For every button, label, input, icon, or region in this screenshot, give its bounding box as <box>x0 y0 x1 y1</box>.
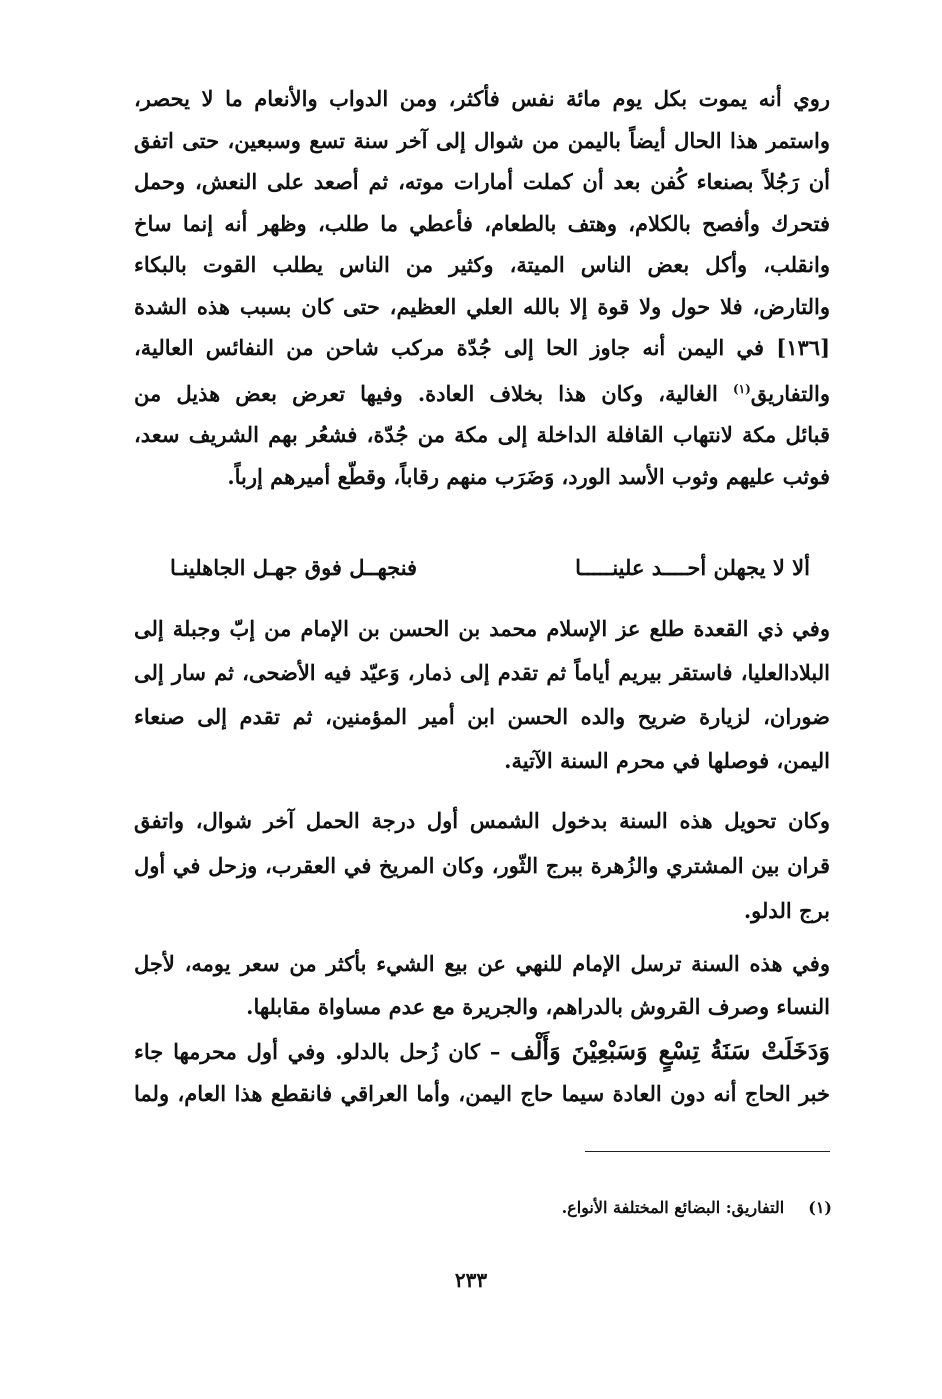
text-line-rest: – كان زُحل بالدلو. وفي أول محرمها جاء <box>134 1039 501 1064</box>
page-number: ٢٣٣ <box>454 1268 488 1292</box>
text-line: [١٣٦] في اليمن أنه جاوز الحا إلى جُدّة مركب شاحن من النفائس العالية، <box>134 335 830 360</box>
text-line: اليمن، فوصلها في محرم السنة الآتية. <box>504 748 830 773</box>
paragraph-4 <box>134 942 830 1028</box>
paragraph-5 <box>134 1030 830 1115</box>
poetry-verse <box>170 548 810 588</box>
text-line: برج الدلو. <box>743 898 830 923</box>
footnote-text: التفاريق: البضائع المختلفة الأنواع. <box>561 1198 785 1217</box>
footnote-divider <box>585 1151 830 1152</box>
text-line: خبر الحاج أنه دون العادة سيما حاج اليمن، وأما العراقي فانقطع هذا العام، ولما <box>134 1081 830 1106</box>
footnoted-word: والتفاريق <box>750 380 830 406</box>
text-line: روي أنه يموت بكل يوم مائة نفس فأكثر، ومن الدواب والأنعام ما لا يحصر، <box>134 86 830 111</box>
text-line: أن رَجُلاً بصنعاء كُفن بعد أن كملت أمارات موته، ثم أصعد على النعش، وحمل <box>134 169 830 194</box>
text-line-with-heading <box>134 1030 830 1073</box>
verse-second-hemistich: فنجهــل فوق جهـل الجاهلينـا <box>170 555 418 580</box>
text-line: وكان تحويل هذه السنة بدخول الشمس أول درجة الحمل آخر شوال، واتفق <box>134 808 830 833</box>
text-line: وفي هذه السنة ترسل الإمام للنهي عن بيع الشيء بأكثر من سعر يومه، لأجل <box>134 951 830 976</box>
text-line: وانقلب، وأكل بعض الناس الميتة، وكثير من الناس يطلب القوت بالبكاء <box>134 252 830 277</box>
text-line-rest: الغالية، وكان هذا بخلاف العادة. وفيها تعرض بعض هذيل من <box>134 380 718 406</box>
text-line-with-footnote <box>134 369 830 415</box>
paragraph-1 <box>134 78 830 497</box>
text-line: فتحرك وأفصح بالكلام، وهتف بالطعام، فأعطي ما طلب، وظهر أنه إنما ساخ <box>134 210 830 236</box>
footnote-number: (١) <box>808 1198 832 1217</box>
paragraph-2 <box>134 607 830 783</box>
text-line: ضوران، لزيارة ضريح والده الحسن ابن أمير المؤمنين، ثم تقدم إلى صنعاء <box>134 704 830 729</box>
text-line: قران بين المشتري والزُهرة ببرج الثّور، وكان المريخ في العقرب، وزحل في أول <box>134 853 830 878</box>
text-line: قبائل مكة لانتهاب القافلة الداخلة إلى مكة من جُدّة، فشعُر بهم الشريف سعد، <box>134 422 830 447</box>
footnote <box>562 1198 832 1217</box>
text-line: فوثب عليهم وثوب الأسد الورد، وَضَرَب منهم رقاباً، وقطّع أميرهم إرباً. <box>227 463 830 489</box>
year-heading: وَدَخَلَتْ سَنَةُ تِسْعٍ وَسَبْعِيْنَ وَأَلْف <box>510 1036 830 1065</box>
footnote-reference[interactable]: (١) <box>732 381 751 396</box>
verse-first-hemistich: ألا لا يجهلن أحــــد علينـــــا <box>575 555 810 580</box>
paragraph-3 <box>134 798 830 933</box>
text-line: وفي ذي القعدة طلع عز الإسلام محمد بن الحسن بن الإمام من إبّ وجبلة إلى <box>134 616 830 641</box>
text-line: واستمر هذا الحال أيضاً باليمن من شوال إلى آخر سنة تسع وسبعين، حتى اتفق <box>134 127 830 153</box>
text-line: والتارض، فلا حول ولا قوة إلا بالله العلي العظيم، حتى كان بسبب هذه الشدة <box>134 293 830 319</box>
text-line: البلادالعليا، فاستقر بيريم أياماً ثم تقدم إلى ذمار، وَعيّد فيه الأضحى، ثم سار إلى <box>134 660 830 685</box>
text-line: النساء وصرف القروش بالدراهم، والجريرة مع عدم مساواة مقابلها. <box>246 994 830 1019</box>
